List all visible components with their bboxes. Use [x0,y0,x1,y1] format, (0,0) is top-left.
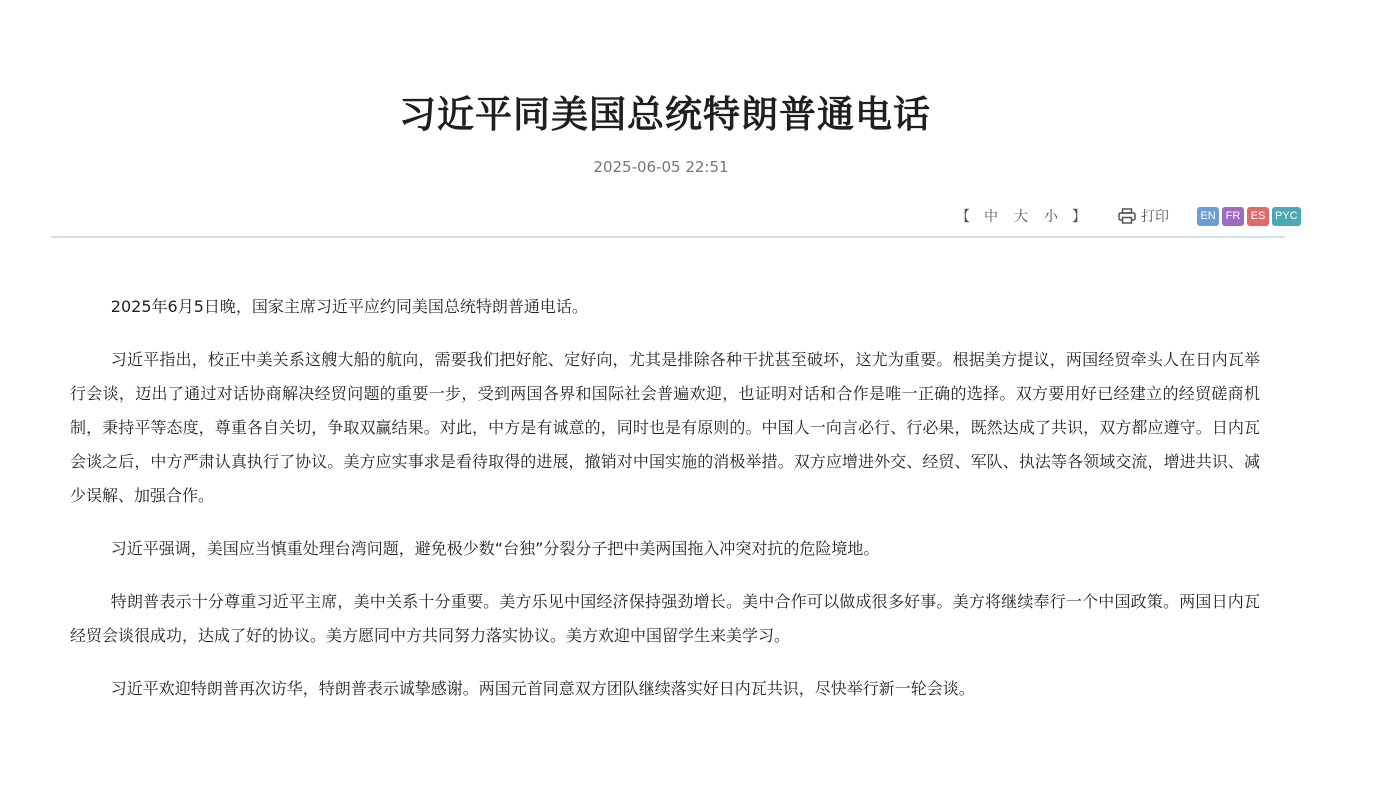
bracket-close: 】 [1072,209,1086,225]
article-toolbar [950,205,1304,227]
printer-icon [1118,208,1136,224]
paragraph: 2025年6月5日晚，国家主席习近平应约同美国总统特朗普通电话。 [110,297,588,316]
paragraph: 习近平强调，美国应当慎重处理台湾问题，避免极少数“台独”分裂分子把中美两国拖入冲突对抗的危险境地。 [110,539,880,558]
lang-ru-button[interactable]: PYC [1272,207,1301,226]
paragraph: 特朗普表示十分尊重习近平主席，美中关系十分重要。美方乐见中国经济保持强劲增长。美中合作可以做成很多好事。美方将继续奉行一个中国政策。两国日内瓦经贸会谈很成功，达成了好的协议。美方愿同中方共同努力落实协议。美方欢迎中国留学生来美学习。 [70,592,1260,645]
font-size-medium[interactable]: 中 [984,209,998,225]
print-label: 打印 [1141,209,1169,225]
article-title: 习近平同美国总统特朗普通电话 [399,93,931,136]
lang-en-button[interactable]: EN [1197,207,1219,226]
paragraph: 习近平欢迎特朗普再次访华，特朗普表示诚挚感谢。两国元首同意双方团队继续落实好日内瓦共识，尽快举行新一轮会谈。 [110,679,975,698]
paragraph: 习近平指出，校正中美关系这艘大船的航向，需要我们把好舵、定好向，尤其是排除各种干扰甚至破坏，这尤为重要。根据美方提议，两国经贸牵头人在日内瓦举行会谈，迈出了通过对话协商解决经贸问题的重要一步，受到两国各界和国际社会普遍欢迎，也证明对话和合作是唯一正确的选择。双方要用好已经建立的经贸磋商机制，秉持平等态度，尊重各自关切，争取双赢结果。对此，中方是有诚意的，同时也是有原则的。中国人一向言必行、行必果，既然达成了共识，双方都应遵守。日内瓦会谈之后，中方严肃认真执行了协议。美方应实事求是看待取得的进展，撤销对中国实施的消极举措。双方应增进外交、经贸、军队、执法等各领域交流，增进共识、减少误解、加强合作。 [70,350,1260,505]
font-size-selector [950,206,1092,226]
header-divider [51,236,1285,238]
lang-fr-button[interactable]: FR [1222,207,1244,226]
article-body [70,290,1260,725]
print-button[interactable] [1118,206,1169,226]
lang-es-button[interactable]: ES [1247,207,1269,226]
font-size-small[interactable]: 小 [1044,209,1058,225]
publish-date: 2025-06-05 22:51 [593,158,729,176]
bracket-open: 【 [956,209,970,225]
font-size-large[interactable]: 大 [1014,209,1028,225]
language-switcher [1197,207,1304,226]
